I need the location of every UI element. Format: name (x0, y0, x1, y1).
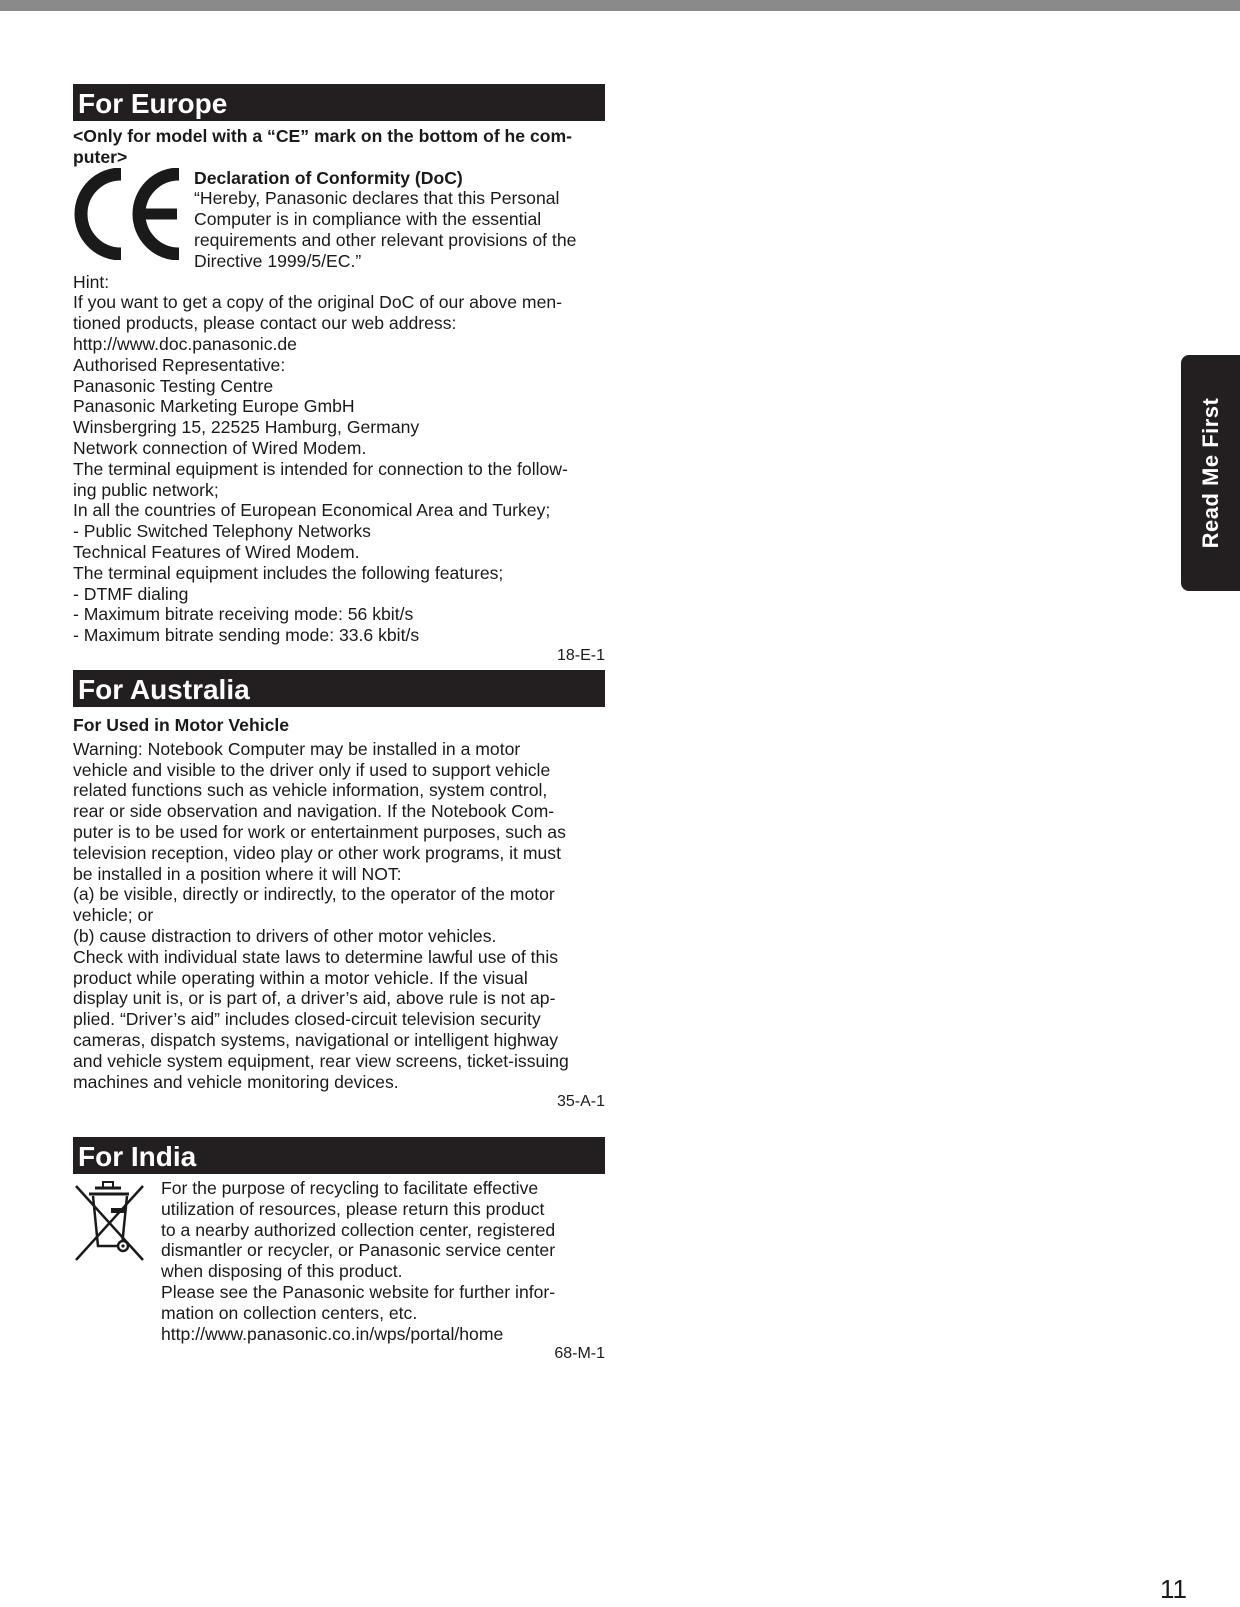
body-line: puter is to be used for work or entertainment purposes, such as (73, 821, 566, 842)
doc-block (73, 148, 605, 272)
body-line: related functions such as vehicle information, system control, (73, 780, 548, 801)
body-line: when disposing of this product. (161, 1261, 403, 1282)
doc-title: Declaration of Conformity (DoC) (194, 167, 463, 188)
ce-mark-logo (73, 168, 183, 260)
subheading-australia: For Used in Motor Vehicle (73, 715, 290, 735)
india-text (161, 1178, 605, 1364)
page-number: 11 (1160, 1574, 1187, 1604)
code-europe: 18-E-1 (556, 646, 605, 664)
heading-india: For India (73, 1137, 605, 1174)
body-line: Warning: Notebook Computer may be installed in a motor (73, 738, 521, 759)
crossed-out-wheelie-bin-icon (73, 1178, 147, 1262)
code-australia: 35-A-1 (556, 1093, 605, 1111)
doc-line: “Hereby, Panasonic declares that this Personal (194, 188, 560, 209)
body-line: to a nearby authorized collection center, registered (161, 1219, 556, 1240)
section-india (73, 1137, 605, 1364)
body-line: http://www.doc.panasonic.de (73, 333, 297, 354)
body-line: The terminal equipment includes the following features; (73, 562, 504, 583)
body-line: For the purpose of recycling to facilitate effective (161, 1178, 539, 1198)
body-line: dismantler or recycler, or Panasonic service center (161, 1240, 556, 1261)
model-note-line: <Only for model with a “CE” mark on the bottom of he com- (73, 126, 573, 146)
doc-text (194, 148, 605, 272)
body-line: plied. “Driver’s aid” includes closed-circuit television security (73, 1009, 541, 1030)
side-tab (1181, 355, 1240, 591)
body-line: cameras, dispatch systems, navigational or intelligent highway (73, 1029, 559, 1050)
body-line: be installed in a position where it will NOT: (73, 863, 402, 884)
body-line: Panasonic Marketing Europe GmbH (73, 396, 355, 417)
body-line: vehicle; or (73, 905, 154, 926)
recycle-bin-icon (73, 1178, 161, 1364)
body-line: The terminal equipment is intended for connection to the follow- (73, 458, 568, 479)
heading-australia: For Australia (73, 670, 605, 707)
doc-line: requirements and other relevant provisions of the (194, 229, 577, 250)
ce-mark-icon (73, 148, 194, 262)
body-line: vehicle and visible to the driver only if used to support vehicle (73, 759, 551, 780)
section-australia (73, 670, 605, 1112)
body-line: mation on collection centers, etc. (161, 1302, 418, 1323)
body-line: (a) be visible, directly or indirectly, to the operator of the motor (73, 884, 555, 905)
body-line: Check with individual state laws to determine lawful use of this (73, 946, 559, 967)
body-line: (b) cause distraction to drivers of other motor vehicles. (73, 925, 497, 946)
top-bar (0, 0, 1240, 11)
body-line: Authorised Representative: (73, 354, 286, 375)
body-line: If you want to get a copy of the original DoC of our above men- (73, 292, 562, 313)
body-line: television reception, video play or other work programs, it must (73, 842, 561, 863)
india-block (73, 1178, 605, 1364)
body-line: - Public Switched Telephony Networks (73, 521, 371, 542)
body-line: rear or side observation and navigation. If the Notebook Com- (73, 801, 555, 822)
body-line: tioned products, please contact our web address: (73, 313, 457, 334)
body-line: Please see the Panasonic website for further infor- (161, 1281, 556, 1302)
doc-line: Computer is in compliance with the essential (194, 209, 542, 230)
body-line: - Maximum bitrate receiving mode: 56 kbit/s (73, 604, 414, 625)
side-tab-label: Read Me First (1197, 397, 1223, 549)
body-line: product while operating within a motor vehicle. If the visual (73, 967, 528, 988)
body-line: Winsbergring 15, 22525 Hamburg, Germany (73, 417, 420, 438)
body-line: In all the countries of European Economical Area and Turkey; (73, 500, 551, 521)
body-line: Panasonic Testing Centre (73, 375, 274, 396)
body-line: Hint: (73, 271, 110, 292)
code-india: 68-M-1 (554, 1345, 605, 1363)
body-line: ing public network; (73, 479, 219, 500)
body-line: display unit is, or is part of, a driver’s aid, above rule is not ap- (73, 988, 556, 1009)
body-line: and vehicle system equipment, rear view screens, ticket-issuing (73, 1050, 569, 1071)
model-note-line: puter> (73, 146, 128, 167)
body-line: Network connection of Wired Modem. (73, 437, 367, 458)
doc-line: Directive 1999/5/EC.” (194, 250, 362, 271)
body-line: - Maximum bitrate sending mode: 33.6 kbit/s (73, 625, 420, 646)
body-line: utilization of resources, please return this product (161, 1198, 545, 1219)
body-line: - DTMF dialing (73, 583, 189, 604)
body-line: machines and vehicle monitoring devices. (73, 1071, 399, 1092)
section-europe (73, 84, 605, 666)
body-line: Technical Features of Wired Modem. (73, 541, 360, 562)
body-line: http://www.panasonic.co.in/wps/portal/home (161, 1323, 504, 1344)
heading-europe: For Europe (73, 84, 605, 121)
